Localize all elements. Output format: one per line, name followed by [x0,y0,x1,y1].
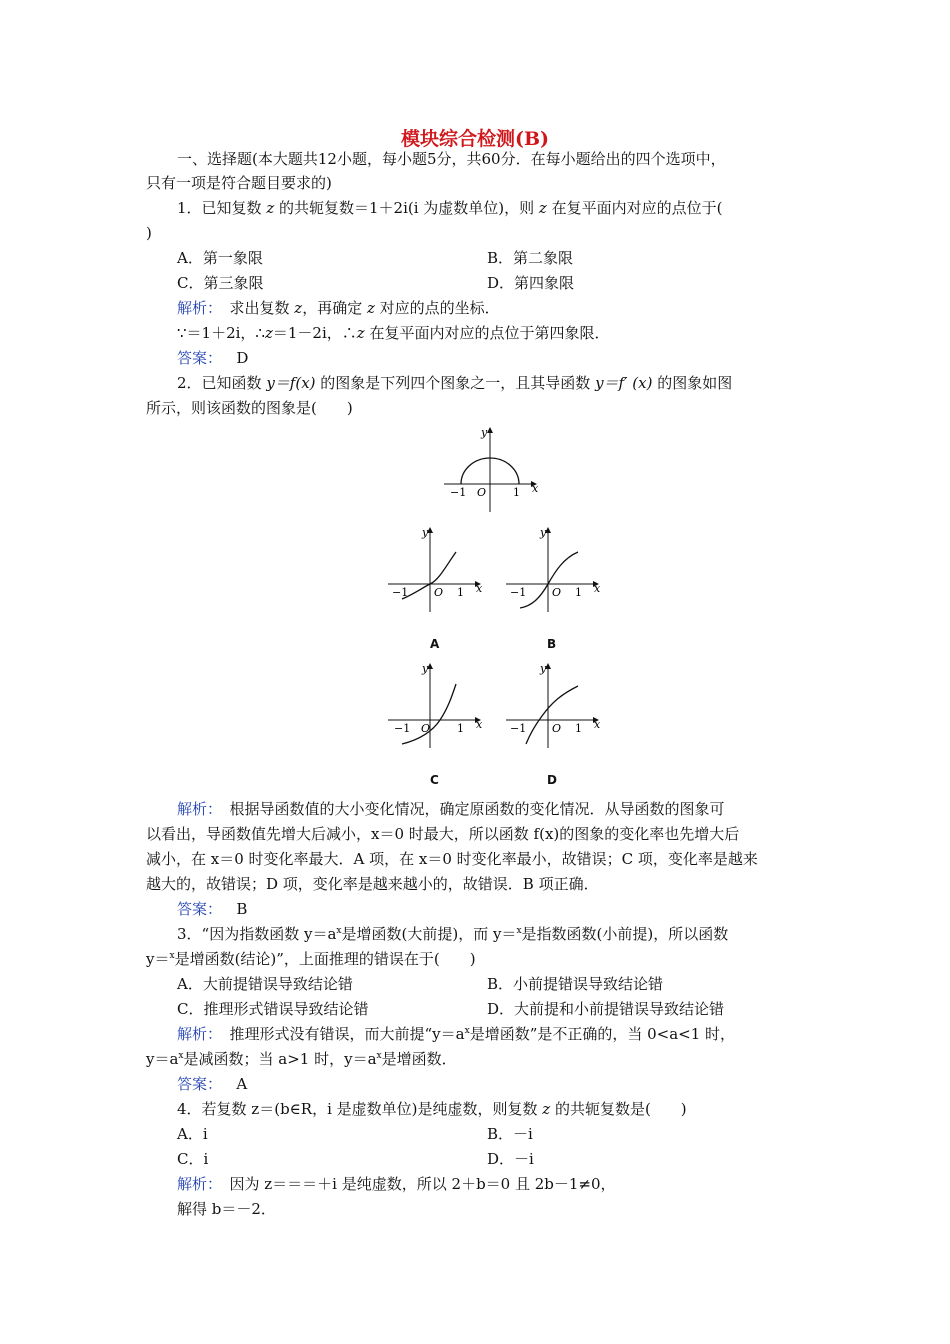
svg-text:y: y [422,526,429,539]
answer-label: 答案： [177,349,223,367]
q4-option-a: A．i [177,1125,208,1143]
svg-text:x: x [476,582,483,595]
q2-answer: 答案： B [177,900,248,918]
q3-option-d: D．大前提和小前提错误导致结论错 [487,1000,725,1018]
q4-option-d: D．－i [487,1150,534,1168]
graph-d-label: D [547,773,557,787]
svg-text:x: x [594,718,601,731]
q1-analysis: 解析： 求出复数 z，再确定 z 对应的点的坐标． [177,299,500,317]
q4-analysis-line2: 解得 b＝－2． [177,1200,276,1218]
q1-analysis-line2: ∵＝1＋2i，∴z＝1－2i，∴z 在复平面内对应的点位于第四象限． [177,324,610,342]
one-label: 1 [513,486,520,499]
q2-analysis-line2: 以看出，导函数值先增大后减小，x＝0 时最大，所以函数 f(x)的图象的变化率也先增大后 [146,825,740,843]
neg-one-label: −1 [450,486,467,499]
curve-a [402,552,456,599]
section-heading-line1: 一、选择题(本大题共12小题，每小题5分，共60分．在每小题给出的四个选项中， [177,150,726,168]
graph-a-label: A [430,637,440,651]
svg-text:−1: −1 [392,586,409,599]
graph-d [502,660,606,750]
analysis-label: 解析： [177,800,215,818]
q3-option-c: C．推理形式错误导致结论错 [177,1000,369,1018]
curve-d [526,686,578,744]
q3-option-b: B．小前提错误导致结论错 [487,975,664,993]
q3-analysis-line2: $y=a^x$是减函数；当 a>1 时，$y=a^x$是增函数． [146,1050,457,1068]
q4-stem: 4．若复数 z＝(b∈R，i 是虚数单位)是纯虚数，则复数 z 的共轭复数是( ) [177,1100,687,1118]
answer-label: 答案： [177,1075,223,1093]
svg-text:1: 1 [457,586,464,599]
x-label: x [532,482,539,495]
q2-stem-line2: 所示，则该函数的图象是( ) [146,399,353,417]
q2-analysis: 解析： 根据导函数值的大小变化情况，确定原函数的变化情况．从导函数的图象可 [177,800,725,818]
svg-text:x: x [594,582,601,595]
q1-option-c: C．第三象限 [177,274,264,292]
curve-c [402,684,456,744]
graph-b-label: B [547,637,557,651]
curve-b [520,552,578,608]
document-title: 模块综合检测(B) [400,128,550,150]
svg-text:y: y [422,662,429,675]
svg-text:1: 1 [575,586,582,599]
svg-text:−1: −1 [394,722,411,735]
svg-text:O: O [552,722,562,735]
section-heading-line2: 只有一项是符合题目要求的) [146,174,332,192]
analysis-label: 解析： [177,1025,215,1043]
analysis-label: 解析： [177,1175,215,1193]
q1-stem-line2: ) [146,224,152,242]
graph-c-label: C [430,773,439,787]
derivative-graph [440,424,544,514]
q4-analysis: 解析： 因为 z＝＝＝＋i 是纯虚数，所以 2＋b＝0 且 2b－1≠0， [177,1175,616,1193]
svg-text:1: 1 [457,722,464,735]
q3-stem-line2: y＝$^x$是增函数(结论)”，上面推理的错误在于( ) [146,950,476,968]
svg-text:O: O [552,586,562,599]
svg-text:O: O [434,586,444,599]
q3-answer: 答案： A [177,1075,248,1093]
y-label: y [481,426,488,439]
q2-analysis-line4: 越大的，故错误；D 项，变化率是越来越小的，故错误．B 项正确． [146,875,599,893]
q3-option-a: A．大前提错误导致结论错 [177,975,353,993]
q2-stem: 2．已知函数 y＝f(x) 的图象是下列四个图象之一，且其导函数 y＝f′ (x) 的图象如图 [177,374,733,392]
q4-option-b: B．－i [487,1125,533,1143]
analysis-label: 解析： [177,299,215,317]
q1-option-b: B．第二象限 [487,249,574,267]
q3-analysis: 解析： 推理形式没有错误，而大前提“$y=a^x$是增函数”是不正确的，当 0<a<1 时， [177,1025,736,1043]
q2-analysis-line3: 减小，在 x＝0 时变化率最大．A 项，在 x＝0 时变化率最小，故错误；C 项，变化率是越来 [146,850,758,868]
svg-text:1: 1 [575,722,582,735]
answer-label: 答案： [177,900,223,918]
q3-stem: 3．“因为指数函数 $y=a^x$是增函数(大前提)，而 y＝$^x$是指数函数(小前提)，所以函数 [177,925,729,943]
svg-text:x: x [476,718,483,731]
origin-label: O [477,486,487,499]
svg-text:y: y [540,526,547,539]
svg-text:−1: −1 [510,586,527,599]
svg-text:y: y [540,662,547,675]
q4-option-c: C．i [177,1150,209,1168]
q1-stem: 1．已知复数 z 的共轭复数＝1＋2i(i 为虚数单位)，则 z 在复平面内对应的点位于( [177,199,723,217]
graph-b [502,524,606,614]
q1-answer: 答案： D [177,349,249,367]
svg-text:O: O [421,722,431,735]
q1-option-d: D．第四象限 [487,274,575,292]
q1-option-a: A．第一象限 [177,249,263,267]
svg-text:−1: −1 [510,722,527,735]
graph-a [384,524,488,614]
graph-c [384,660,488,750]
